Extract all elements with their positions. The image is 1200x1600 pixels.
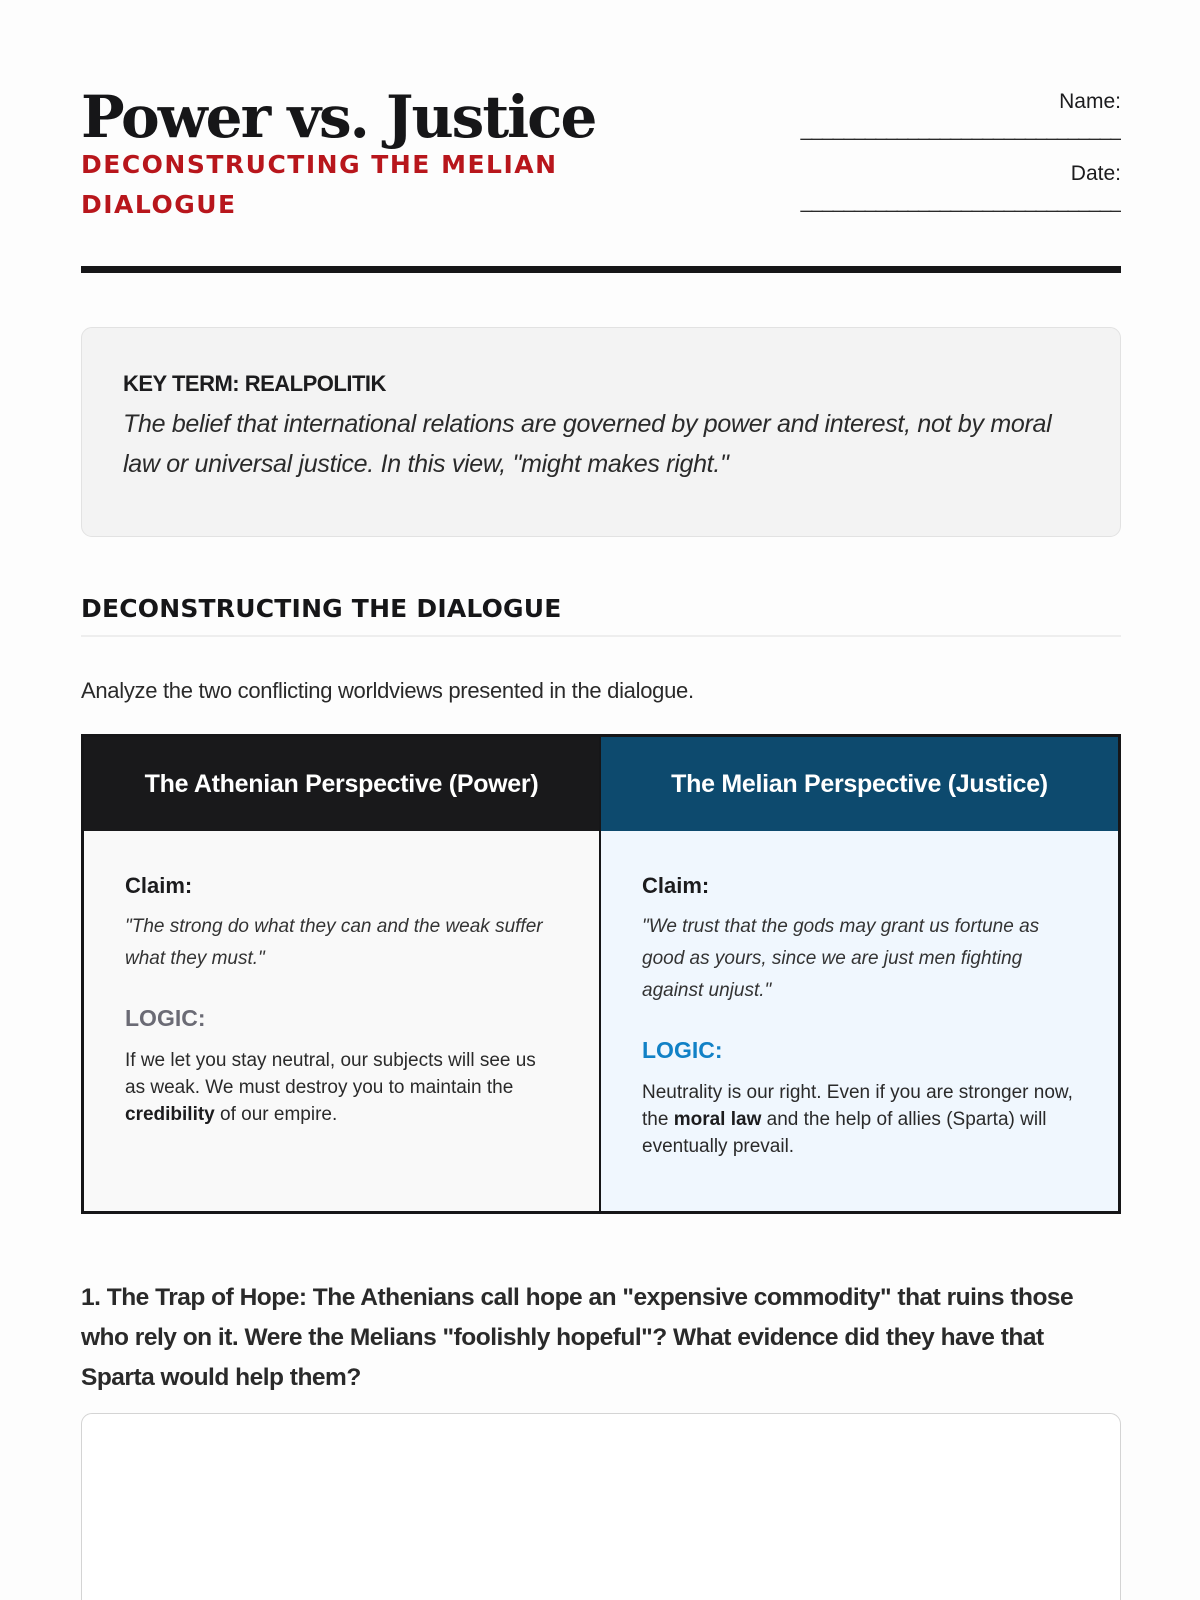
perspectives-table [81,734,1121,1214]
athenian-logic-label: LOGIC: [125,1005,206,1031]
page-title: Power vs. Justice [81,83,596,151]
melian-logic-after: and the help of allies (Sparta) will eventually prevail. [642,1109,1047,1157]
name-field[interactable]: ______________________________ [800,118,1121,141]
melian-logic-emphasis: moral law [673,1109,762,1130]
key-term-label: KEY TERM: REALPOLITIK [123,371,386,396]
name-label: Name: [1059,90,1121,113]
melian-heading: The Melian Perspective (Justice) [601,737,1118,831]
athenian-claim-label: Claim: [125,873,193,898]
worksheet-page [81,0,1121,1391]
page-subtitle: DECONSTRUCTING THE MELIAN DIALOGUE [81,150,558,219]
melian-column [601,737,1118,1211]
worksheet-header [81,0,1121,275]
melian-claim-quote: "We trust that the gods may grant us fortune as good as yours, since we are just men fighting against unjust." [642,916,1040,1001]
melian-logic-label: LOGIC: [642,1037,723,1063]
athenian-column [84,737,601,1211]
melian-body [601,831,1118,1211]
question-1: 1. The Trap of Hope: The Athenians call hope an "expensive commodity" that ruins those who rely on it. Were the Melians "foolishly hopeful"? What evidence did they have that Sparta would help them? [81,1284,1074,1391]
melian-logic-text [642,1079,1077,1160]
athenian-logic-text [125,1047,558,1128]
athenian-claim-quote: "The strong do what they can and the weak suffer what they must." [125,916,543,969]
athenian-heading: The Athenian Perspective (Power) [84,737,599,831]
student-info [741,88,1121,232]
header-divider [81,266,1121,273]
athenian-logic-after: of our empire. [214,1104,338,1125]
section-intro: Analyze the two conflicting worldviews presented in the dialogue. [81,678,694,703]
date-field[interactable]: ______________________________ [800,190,1121,213]
athenian-body [84,831,599,1211]
key-term-definition: The belief that international relations are governed by power and interest, not by moral law or universal justice. In this view, "might makes right." [123,410,1052,478]
athenian-logic-emphasis: credibility [125,1104,215,1125]
key-term-box [81,327,1121,537]
section-heading: DECONSTRUCTING THE DIALOGUE [81,591,1121,637]
answer-box-1[interactable] [81,1413,1121,1600]
melian-claim-label: Claim: [642,873,710,898]
date-label: Date: [1070,162,1121,185]
athenian-logic-before: If we let you stay neutral, our subjects will see us as weak. We must destroy you to maintain the [125,1050,536,1098]
melian-logic-before: Neutrality is our right. Even if you are stronger now, the [642,1082,1073,1130]
